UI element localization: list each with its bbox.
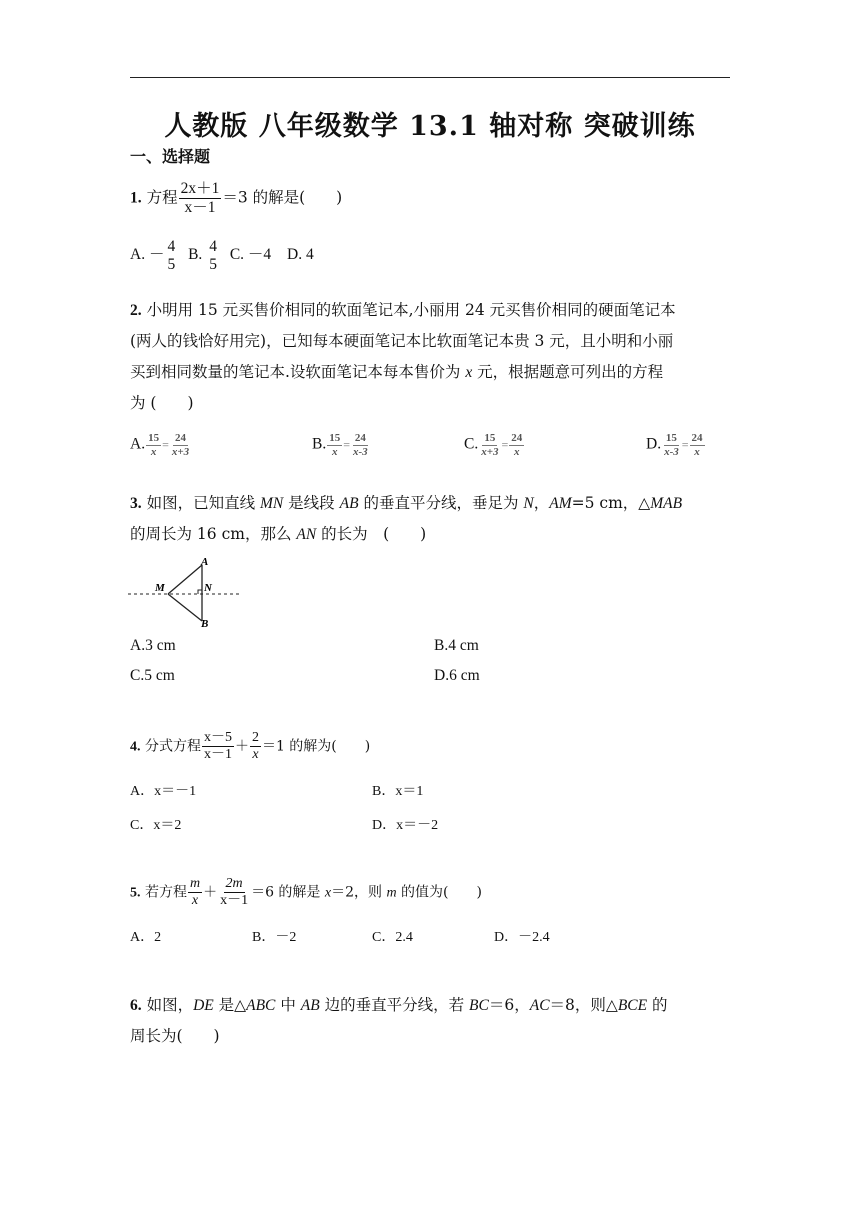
label-b: B [201, 618, 209, 630]
question-text: 方程 [146, 188, 178, 207]
option-a[interactable]: A．2 [130, 930, 162, 945]
segment-mb [168, 594, 202, 621]
option-a[interactable]: A．x＝－1 [130, 784, 197, 799]
label-m: M [155, 582, 165, 594]
option-b[interactable]: B．－2 [252, 930, 297, 945]
question-3: 3. 如图，已知直线 MN 是线段 AB 的垂直平分线，垂足为 N，AM=5 cm，△MAB 的周长为 16 cm，那么 AN 的长为 ( ) [130, 494, 683, 543]
option-a[interactable]: A. $\frac{15}{x}$ = $\frac{24}{x+3}$ [130, 432, 190, 458]
option-a[interactable]: A. － 4 5 [130, 238, 176, 273]
option-a[interactable]: A.3 cm [130, 637, 176, 654]
question-text: ＝3 的解是( ) [222, 188, 343, 207]
question-number: 3. [130, 495, 142, 512]
question-6: 6. 如图，DE 是△ABC 中 AB 边的垂直平分线，若 BC＝6，AC＝8，则△BCE 的 周长为( ) [130, 990, 730, 1052]
question-text: 为 ( ) [130, 394, 194, 412]
header-rule [130, 77, 730, 78]
segment-ma [168, 565, 202, 594]
question-number: 4. [130, 739, 141, 755]
page-title: 人教版 八年级数学 13.1 轴对称 突破训练 [164, 111, 696, 142]
option-c[interactable]: C. $\frac{15}{x+3}$ = $\frac{24}{x}$ [464, 432, 523, 458]
q1-options [130, 238, 314, 274]
option-d[interactable]: D.6 cm [434, 667, 480, 684]
question-text: 周长为( ) [130, 1027, 220, 1045]
triangle-figure [128, 555, 243, 630]
question-number: 6. [130, 997, 142, 1014]
section-heading: 一、选择题 [130, 147, 211, 166]
option-b[interactable]: B. $\frac{15}{x}$ = $\frac{24}{x-3}$ [312, 432, 368, 458]
question-text: 小明用 15 元买售价相同的软面笔记本,小丽用 24 元买售价相同的硬面笔记本 [146, 301, 676, 319]
question-4: 4. 分式方程 $\frac{x-5}{x-1}$ ＋ $\frac{2}{x}$ ＝1 的解为( ) [130, 730, 371, 763]
question-number: 1. [130, 189, 142, 207]
option-b[interactable]: B.4 cm [434, 637, 479, 654]
option-d[interactable]: D. 4 [287, 246, 314, 264]
question-text: (两人的钱恰好用完)，已知每本硬面笔记本比软面笔记本贵 3 元，且小明和小丽 [130, 332, 674, 350]
fraction: $\frac{2x+1}{x-1}$ [180, 180, 220, 216]
option-c[interactable]: C．x＝2 [130, 818, 182, 833]
label-a: A [201, 556, 209, 568]
option-c[interactable]: C．2.4 [372, 930, 413, 945]
option-d[interactable]: D．x＝－2 [372, 818, 439, 833]
question-number: 2. [130, 302, 142, 319]
option-b[interactable]: B. 4 5 [188, 238, 217, 273]
option-d[interactable]: D．－2.4 [494, 930, 550, 945]
option-b[interactable]: B．x＝1 [372, 784, 424, 799]
question-number: 5. [130, 885, 141, 901]
question-2: 2. 小明用 15 元买售价相同的软面笔记本,小丽用 24 元买售价相同的硬面笔记本 (两人的钱恰好用完)，已知每本硬面笔记本比软面笔记本贵 3 元，且小明和小丽 买到相同数量的笔记本.设软面笔记本每本售价为 x 元，根据题意可列出的方程 为 ( ) [130, 295, 730, 419]
question-5: 5. 若方程 $\frac{m}{x}$ ＋ $\frac{2m}{x-1}$ ＝6 的解是 x＝2，则 m 的值为( ) [130, 876, 482, 909]
option-c[interactable]: C.5 cm [130, 667, 175, 684]
question-1 [130, 180, 342, 217]
label-n: N [204, 582, 212, 594]
option-d[interactable]: D. $\frac{15}{x-3}$ = $\frac{24}{x}$ [646, 432, 703, 458]
option-c[interactable]: C. －4 [229, 246, 272, 264]
